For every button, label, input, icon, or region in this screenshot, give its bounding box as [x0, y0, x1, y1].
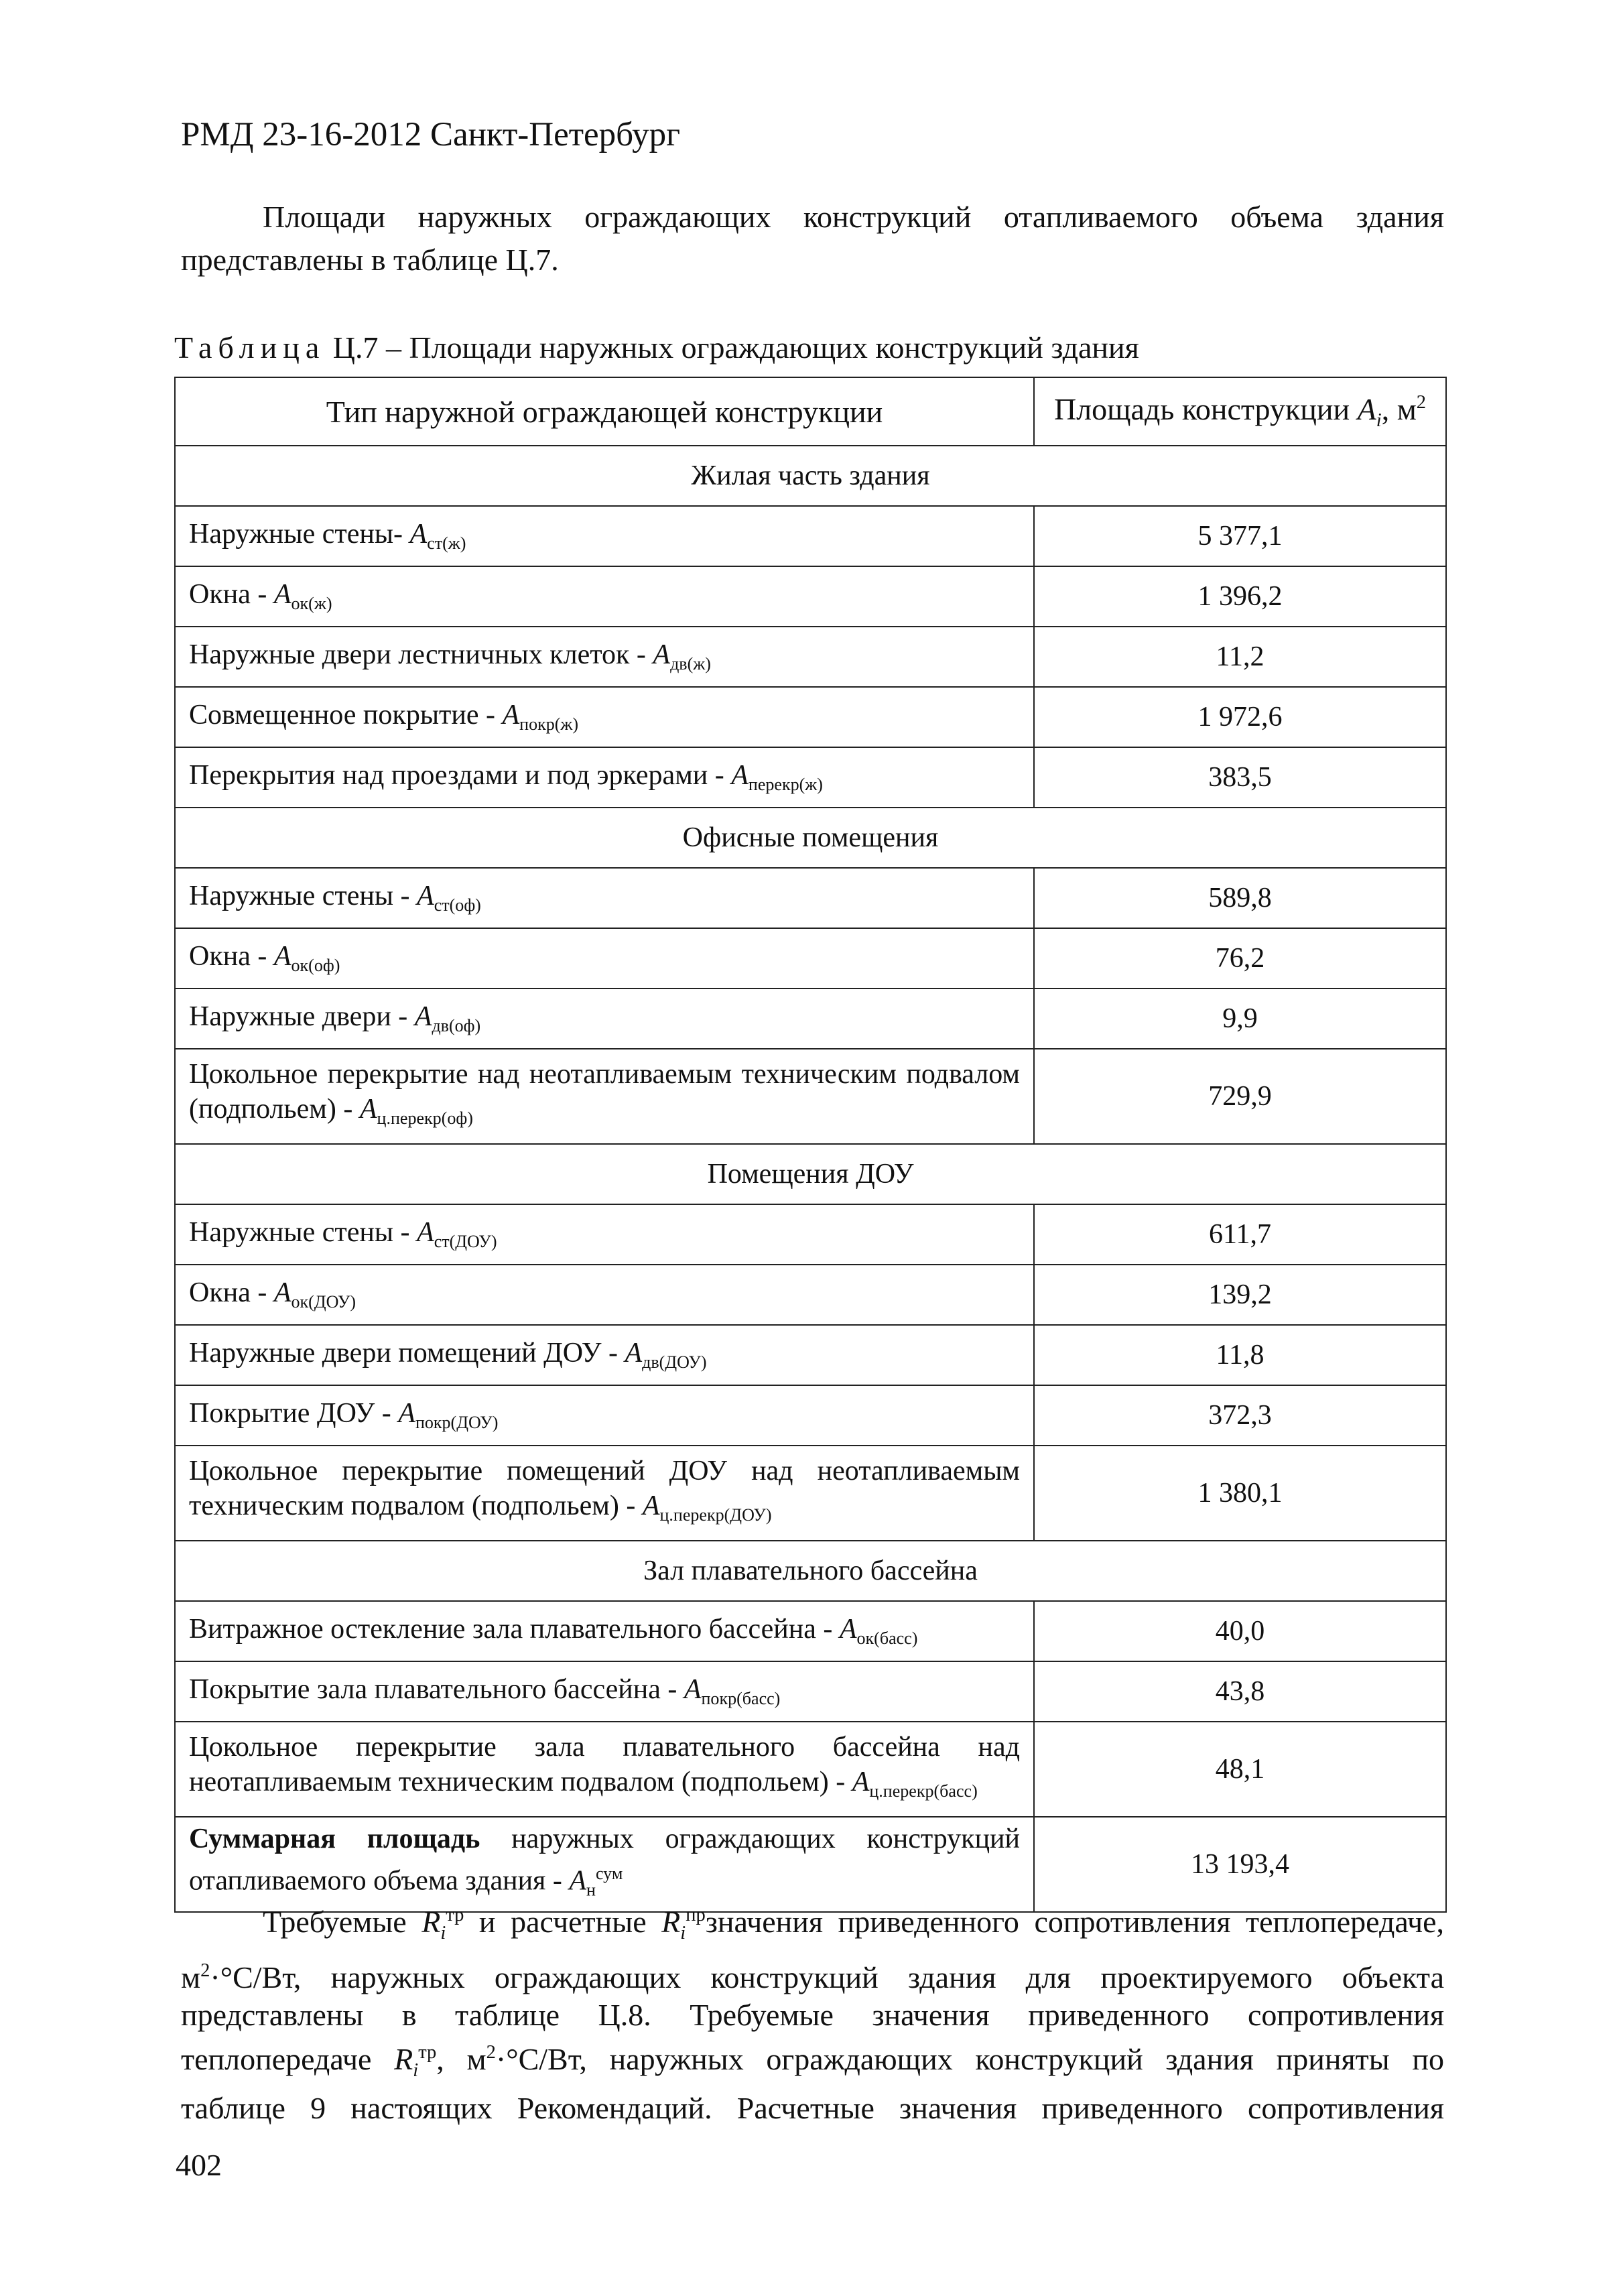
- total-label: Суммарная площадь наружных ограждающих конструкций отапливаемого объема здания - $A_н^{сум}$: [175, 1817, 1034, 1912]
- table-row: [175, 1661, 1446, 1722]
- row-label: Наружные стены - $A_{ст(ДОУ)}$: [175, 1204, 1034, 1265]
- row-label: Цокольное перекрытие над неотапливаемым техническим подвалом (подпольем) - $A_{ц.перекр(оф)}$: [175, 1049, 1034, 1144]
- row-value: 43,8: [1034, 1661, 1446, 1722]
- row-value: 40,0: [1034, 1601, 1446, 1661]
- row-value: 139,2: [1034, 1265, 1446, 1325]
- table-row: [175, 1722, 1446, 1817]
- row-label: Окна - $A_{ок(ДОУ)}$: [175, 1265, 1034, 1325]
- row-value: 1 972,6: [1034, 687, 1446, 747]
- running-header: РМД 23-16-2012 Санкт-Петербург: [181, 116, 681, 153]
- row-value: 372,3: [1034, 1385, 1446, 1446]
- row-label: Наружные двери - $A_{дв(оф)}$: [175, 988, 1034, 1049]
- section-row: [175, 1541, 1446, 1601]
- row-label: Окна - $A_{ок(оф)}$: [175, 928, 1034, 988]
- intro-paragraph: [181, 196, 1444, 281]
- row-value: 383,5: [1034, 747, 1446, 808]
- areas-table: [174, 377, 1447, 1913]
- row-label: Покрытие ДОУ - $A_{покр(ДОУ)}$: [175, 1385, 1034, 1446]
- body-line-3: представлены в таблице Ц.8. Требуемые значения приведенного сопротивления: [181, 1998, 1444, 2033]
- row-label: Цокольное перекрытие зала плавательного бассейна над неотапливаемым техническим подвалом (подпольем) - $A_{ц.перекр(басс)}$: [175, 1722, 1034, 1817]
- row-value: 611,7: [1034, 1204, 1446, 1265]
- table-caption: [174, 330, 1139, 365]
- table-row: [175, 988, 1446, 1049]
- table-row: [175, 868, 1446, 928]
- row-value: 48,1: [1034, 1722, 1446, 1817]
- table-row: [175, 928, 1446, 988]
- total-value: 13 193,4: [1034, 1817, 1446, 1912]
- table-row: [175, 1325, 1446, 1385]
- row-label: Витражное остекление зала плавательного бассейна - $A_{ок(басс)}$: [175, 1601, 1034, 1661]
- intro-line-1: Площади наружных ограждающих конструкций отапливаемого объема здания: [263, 200, 1444, 234]
- table-caption-prefix: Таблица: [174, 330, 326, 365]
- row-value: 76,2: [1034, 928, 1446, 988]
- table-caption-text: Ц.7 – Площади наружных ограждающих конструкций здания: [325, 330, 1139, 365]
- body-paragraph: [181, 1897, 1444, 2127]
- table-row: [175, 1265, 1446, 1325]
- table-row: [175, 1385, 1446, 1446]
- intro-line-2: представлены в таблице Ц.7.: [181, 243, 559, 277]
- row-label: Наружные стены - $A_{ст(оф)}$: [175, 868, 1034, 928]
- section-row: [175, 446, 1446, 506]
- row-label: Перекрытия над проездами и под эркерами - $A_{перекр(ж)}$: [175, 747, 1034, 808]
- table-row: [175, 506, 1446, 566]
- table-header-row: [175, 377, 1446, 446]
- row-value: 11,2: [1034, 627, 1446, 687]
- section-title: Помещения ДОУ: [175, 1144, 1446, 1204]
- body-line-1: Требуемые $R_i^{тр}$ и расчетные $R_i^{пр}значения$ приведенного сопротивления теплопередаче,: [263, 1905, 1445, 1944]
- table-row: [175, 1204, 1446, 1265]
- row-value: 729,9: [1034, 1049, 1446, 1144]
- table-row: [175, 747, 1446, 808]
- table-row: [175, 1446, 1446, 1541]
- body-line-5: таблице 9 настоящих Рекомендаций. Расчетные значения приведенного сопротивления: [181, 2091, 1444, 2126]
- table-row: [175, 566, 1446, 627]
- section-title: Зал плавательного бассейна: [175, 1541, 1446, 1601]
- row-label: Окна - $A_{ок(ж)}$: [175, 566, 1034, 627]
- section-title: Жилая часть здания: [175, 446, 1446, 506]
- table-row: [175, 687, 1446, 747]
- row-value: 11,8: [1034, 1325, 1446, 1385]
- row-label: Наружные двери помещений ДОУ - $A_{дв(ДОУ)}$: [175, 1325, 1034, 1385]
- row-label: Цокольное перекрытие помещений ДОУ над неотапливаемым техническим подвалом (подпольем) - $A_{ц.перекр(ДОУ)}$: [175, 1446, 1034, 1541]
- row-label: Наружные стены- $A_{ст(ж)}$: [175, 506, 1034, 566]
- row-value: 5 377,1: [1034, 506, 1446, 566]
- table-row: [175, 627, 1446, 687]
- table-row: [175, 1601, 1446, 1661]
- row-value: 1 396,2: [1034, 566, 1446, 627]
- section-title: Офисные помещения: [175, 808, 1446, 868]
- row-label: Совмещенное покрытие - $A_{покр(ж)}$: [175, 687, 1034, 747]
- row-label: Наружные двери лестничных клеток - $A_{дв(ж)}$: [175, 627, 1034, 687]
- section-row: [175, 808, 1446, 868]
- body-line-4: теплопередаче $R_i^{тр}$, $м^2\cdot^\circ С/Вт$, наружных ограждающих конструкций здания приняты по: [181, 2042, 1444, 2082]
- section-row: [175, 1144, 1446, 1204]
- row-value: 9,9: [1034, 988, 1446, 1049]
- column-header-area: Площадь конструкции $A_i$, $м^2$: [1034, 377, 1446, 446]
- page-number: 402: [176, 2148, 222, 2182]
- row-value: 1 380,1: [1034, 1446, 1446, 1541]
- row-value: 589,8: [1034, 868, 1446, 928]
- row-label: Покрытие зала плавательного бассейна - $A_{покр(басс)}$: [175, 1661, 1034, 1722]
- column-header-type: Тип наружной ограждающей конструкции: [175, 377, 1034, 446]
- table-row: [175, 1049, 1446, 1144]
- body-line-2: $м^2\cdot^\circ С/Вт$, наружных ограждающих конструкций здания для проектируемого объекта: [181, 1960, 1444, 1995]
